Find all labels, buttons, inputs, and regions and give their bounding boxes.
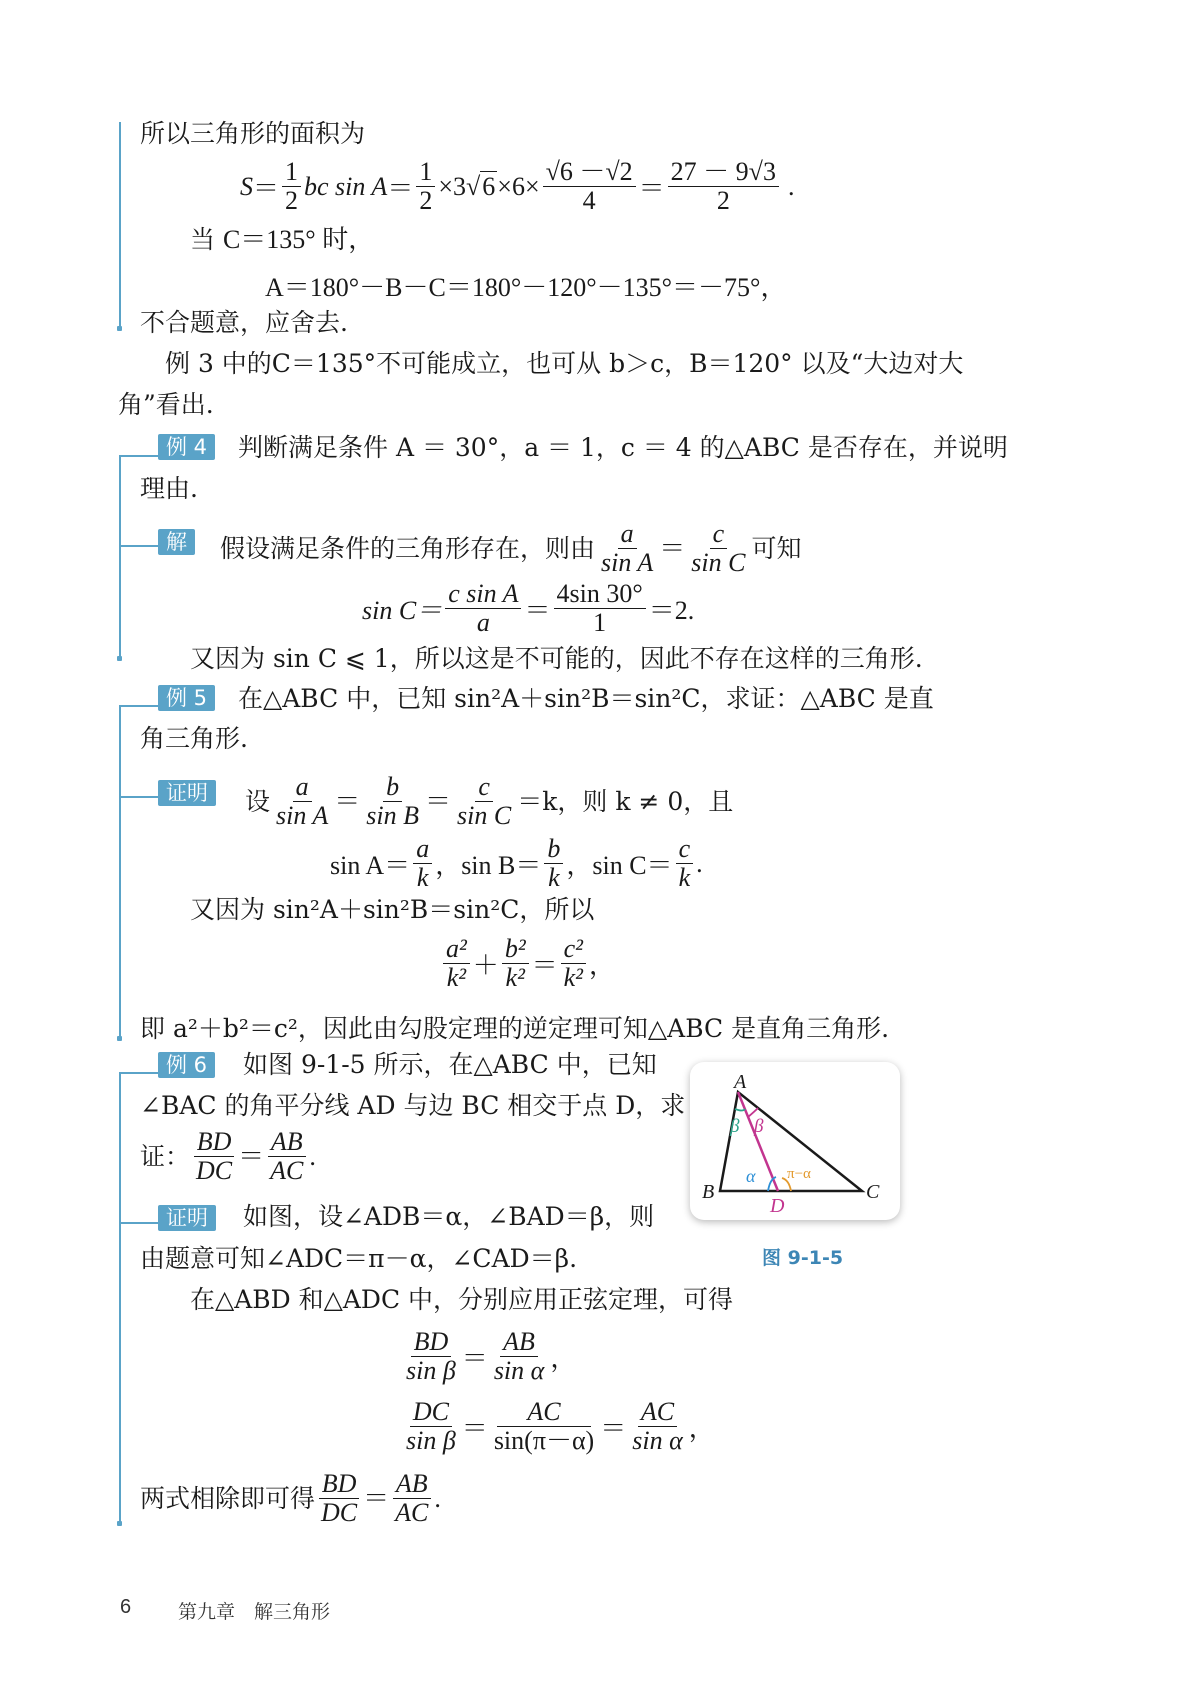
- ex6-proof-line-3: 在△ABD 和△ADC 中，分别应用正弦定理，可得: [190, 1285, 734, 1314]
- ex4-sol-end: 可知: [751, 533, 802, 563]
- eq: ＝: [461, 1344, 488, 1373]
- c-over-sinc: [454, 773, 514, 830]
- ab-over-ac: [392, 1470, 431, 1527]
- area-formula: [240, 158, 794, 215]
- prove-word: 证：: [140, 1141, 191, 1171]
- label-a: A: [734, 1071, 747, 1093]
- f-num: b: [383, 773, 402, 802]
- eq: ＝: [600, 1414, 627, 1443]
- end-dot: .: [696, 848, 703, 878]
- ex5-proof-connector: [119, 796, 159, 798]
- half-num-2: 1: [416, 158, 435, 187]
- note-line-2: 角”看出.: [118, 390, 214, 419]
- ab-over-ac: [267, 1128, 306, 1185]
- ex6-question-2: ∠BAC 的角平分线 AD 与边 BC 相交于点 D，求: [140, 1091, 686, 1120]
- margin-dot-1: [117, 326, 122, 331]
- ex4-badge: 例 4: [158, 434, 215, 460]
- ab-over-sina: [491, 1328, 548, 1385]
- sinc-lhs: sin C＝: [362, 596, 443, 625]
- dc-over-sinb: [403, 1398, 459, 1455]
- f-den: 1: [593, 608, 607, 637]
- label-alpha: α: [746, 1166, 756, 1186]
- comma: ，: [688, 1414, 715, 1443]
- ex5-question-1: 在△ABC 中，已知 sin²A＋sin²B＝sin²C，求证：△ABC 是直: [238, 684, 934, 713]
- let-word: 设: [245, 786, 271, 816]
- margin-bar-3: [119, 705, 121, 1037]
- f-den: sin β: [406, 1426, 456, 1455]
- f-den: AC: [270, 1156, 304, 1185]
- f-den: k: [548, 863, 560, 892]
- sqrt-diff-num: √6 －√2: [543, 158, 636, 187]
- ex4-sol-connector: [119, 545, 159, 547]
- page-number: 6: [120, 1596, 132, 1618]
- ex4-solution-badge: 解: [158, 529, 195, 555]
- a2-over-k2: [443, 935, 470, 992]
- eq: ＝: [425, 786, 452, 816]
- b-over-sinb: [363, 773, 422, 830]
- ex5-sin-line: [330, 835, 703, 892]
- ex5-proof-line-1: [245, 773, 733, 830]
- ex6-proof-badge: 证明: [158, 1205, 216, 1231]
- result-den: 2: [716, 186, 730, 215]
- when-c135-line: [190, 223, 374, 257]
- f-den: k: [416, 863, 429, 892]
- margin-bar-4: [119, 1072, 121, 1522]
- label-beta-right: β: [754, 1116, 764, 1137]
- sqrt-diff-den: 4: [582, 186, 596, 215]
- f-den: k: [678, 863, 691, 892]
- eq: ＝: [334, 786, 361, 816]
- ex4-connector: [119, 455, 159, 457]
- sinc-eq: ，sin C＝: [566, 851, 673, 880]
- f-den: AC: [395, 1498, 429, 1527]
- eq: ＝: [363, 1483, 390, 1513]
- half-num: 1: [282, 158, 301, 187]
- c135-expr: C＝135° 时，: [222, 225, 375, 254]
- area-eq3: ＝: [638, 174, 665, 203]
- a-over-k: [413, 835, 432, 892]
- ex6-proof-line-2: 由题意可知∠ADC＝π－α，∠CAD＝β.: [140, 1244, 578, 1273]
- times-6: ×6×: [497, 171, 540, 201]
- ex5-proof-line-3: 又因为 sin²A＋sin²B＝sin²C，所以: [190, 895, 595, 924]
- margin-bar-2: [119, 455, 121, 657]
- margin-bar-1: [119, 122, 121, 327]
- sinb-eq: ，sin B＝: [435, 851, 542, 880]
- f-num: c: [676, 835, 694, 864]
- ex4-sol-text: 假设满足条件的三角形存在，则由: [220, 533, 596, 563]
- f-num: c: [710, 520, 728, 549]
- bd-over-dc: [193, 1128, 235, 1185]
- ex4-question-2: 理由.: [140, 474, 198, 503]
- when-word: 当: [190, 225, 216, 254]
- f-num: a: [293, 773, 312, 802]
- ex6-question-3: [140, 1128, 316, 1185]
- ac-over-sin-pi-minus-a: [491, 1398, 597, 1455]
- not-match: 不合题意，应舍去.: [140, 308, 348, 337]
- bd-over-sinb: [403, 1328, 459, 1385]
- area-dot: .: [787, 171, 795, 201]
- end-dot: .: [309, 1141, 316, 1171]
- f-num: c: [475, 773, 493, 802]
- f-num: AB: [393, 1470, 431, 1499]
- f-num: c²: [561, 935, 586, 964]
- margin-dot-4: [117, 1521, 122, 1526]
- ex6-badge: 例 6: [158, 1052, 215, 1078]
- ex5-proof-badge: 证明: [158, 780, 216, 806]
- f-num: a²: [443, 935, 470, 964]
- c-over-k: [676, 835, 694, 892]
- f-den: sin C: [457, 801, 512, 830]
- c2-over-k2: [561, 935, 586, 992]
- eq: ＝: [461, 1414, 488, 1443]
- csina-over-a: [445, 580, 521, 637]
- f-den: k²: [563, 963, 583, 992]
- f-den: a: [476, 608, 490, 637]
- f-num: a: [618, 520, 637, 549]
- f-num: DC: [410, 1398, 452, 1427]
- f-den: sin α: [493, 1356, 545, 1385]
- f-num: BD: [194, 1128, 235, 1157]
- area-s: S: [240, 171, 253, 201]
- sqrt-sign: √: [466, 171, 481, 201]
- bc-sin-a: bc sin A: [304, 171, 388, 201]
- f-num: AB: [268, 1128, 306, 1157]
- f-den: sin A: [276, 801, 329, 830]
- a-over-sina: [598, 520, 656, 577]
- ex6-conclusion: [140, 1470, 441, 1527]
- margin-dot-2: [117, 656, 122, 661]
- f-den: sin C: [691, 548, 746, 577]
- f-den: sin β: [406, 1356, 456, 1385]
- result-fraction: [668, 158, 779, 215]
- figure-9-1-5: [690, 1062, 900, 1220]
- eq: ＝: [659, 533, 686, 563]
- sqrt-6: 6: [482, 172, 496, 201]
- result-num: 27 － 9√3: [668, 158, 779, 187]
- ex5-ratio-line: [440, 935, 615, 992]
- f-num: AB: [500, 1328, 538, 1357]
- comma: ，: [588, 951, 615, 980]
- sina-eq: sin A＝: [330, 851, 411, 880]
- f-den: sin A: [601, 548, 654, 577]
- area-eq: ＝: [253, 174, 280, 203]
- f-den: sin α: [632, 1426, 683, 1455]
- f-den: DC: [196, 1156, 233, 1185]
- half-fraction: [282, 158, 301, 215]
- area-eq2: ＝: [387, 174, 414, 203]
- ex6-proof-line-1: 如图，设∠ADB＝α，∠BAD＝β，则: [243, 1202, 655, 1231]
- ex4-sin-c-line: [362, 580, 694, 637]
- ex6-equation-2: [400, 1398, 715, 1455]
- triangle-diagram: [690, 1062, 900, 1220]
- label-b: B: [702, 1181, 715, 1203]
- times-3: ×3: [438, 171, 466, 201]
- c-over-sinc: [688, 520, 748, 577]
- ex6-question-1: 如图 9-1-5 所示，在△ABC 中，已知: [243, 1050, 657, 1079]
- ex5-conclusion: 即 a²＋b²＝c²，因此由勾股定理的逆定理可知△ABC 是直角三角形.: [140, 1014, 890, 1043]
- ex5-badge: 例 5: [158, 685, 215, 711]
- label-pi-minus-alpha: π−α: [787, 1166, 811, 1182]
- half-den-2: 2: [419, 186, 433, 215]
- 4sin30-over-1: [554, 580, 646, 637]
- f-den: k²: [446, 963, 467, 992]
- bd-over-dc: [318, 1470, 360, 1527]
- label-d: D: [770, 1195, 785, 1217]
- f-num: a: [413, 835, 432, 864]
- f-num: b: [544, 835, 563, 864]
- ex5-proof-end: ＝k，则 k ≠ 0，且: [517, 786, 734, 816]
- f-num: BD: [319, 1470, 360, 1499]
- ex6-proof-connector: [119, 1222, 159, 1224]
- ex6-equation-1: [400, 1328, 576, 1385]
- end-dot: .: [434, 1483, 441, 1513]
- half-den: 2: [285, 186, 299, 215]
- a-expression: A＝180°－B－C＝180°－120°－135°＝－75°，: [265, 273, 787, 302]
- comma: ，: [550, 1344, 577, 1373]
- ex5-connector: [119, 705, 159, 707]
- f-num: AC: [638, 1398, 677, 1427]
- f-num: b²: [502, 935, 529, 964]
- eq: ＝: [238, 1141, 265, 1171]
- f-den: k²: [505, 963, 525, 992]
- note-line-1: 例 3 中的C＝135°不可能成立，也可从 b＞c，B＝120° 以及“大边对大: [165, 349, 964, 378]
- f-den: sin B: [366, 801, 420, 830]
- chapter-title: 第九章 解三角形: [178, 1601, 331, 1623]
- b-over-k: [544, 835, 563, 892]
- f-num: BD: [411, 1328, 452, 1357]
- f-den: sin(π－α): [493, 1426, 595, 1455]
- sqrt-diff-fraction: [543, 158, 636, 215]
- area-intro: 所以三角形的面积为: [140, 119, 366, 148]
- conclusion-text: 两式相除即可得: [140, 1483, 316, 1513]
- ex5-question-2: 角三角形.: [140, 724, 248, 753]
- half-fraction-2: [416, 158, 435, 215]
- label-beta-left: β: [730, 1116, 740, 1137]
- figure-caption: 图 9-1-5: [762, 1247, 844, 1269]
- sinc-result: ＝2.: [648, 596, 695, 625]
- eq: ＝: [524, 596, 551, 625]
- ex6-connector: [119, 1072, 159, 1074]
- eq: ＝: [531, 951, 558, 980]
- a-over-sina: [273, 773, 331, 830]
- ex4-conclusion: 又因为 sin C ⩽ 1，所以这是不可能的，因此不存在这样的三角形.: [190, 644, 923, 673]
- margin-dot-3: [117, 1036, 122, 1041]
- ac-over-sina: [629, 1398, 686, 1455]
- ex4-sol-line-1: [220, 520, 802, 577]
- label-c: C: [866, 1181, 880, 1203]
- f-den: DC: [321, 1498, 358, 1527]
- f-num: 4sin 30°: [554, 580, 646, 609]
- plus: ＋: [472, 951, 499, 980]
- ex4-question-1: 判断满足条件 A ＝ 30°，a ＝ 1，c ＝ 4 的△ABC 是否存在，并说明: [238, 433, 1008, 462]
- b2-over-k2: [502, 935, 529, 992]
- beta-arc-1: [735, 1109, 745, 1111]
- f-num: AC: [497, 1398, 590, 1427]
- f-num: c sin A: [445, 580, 521, 609]
